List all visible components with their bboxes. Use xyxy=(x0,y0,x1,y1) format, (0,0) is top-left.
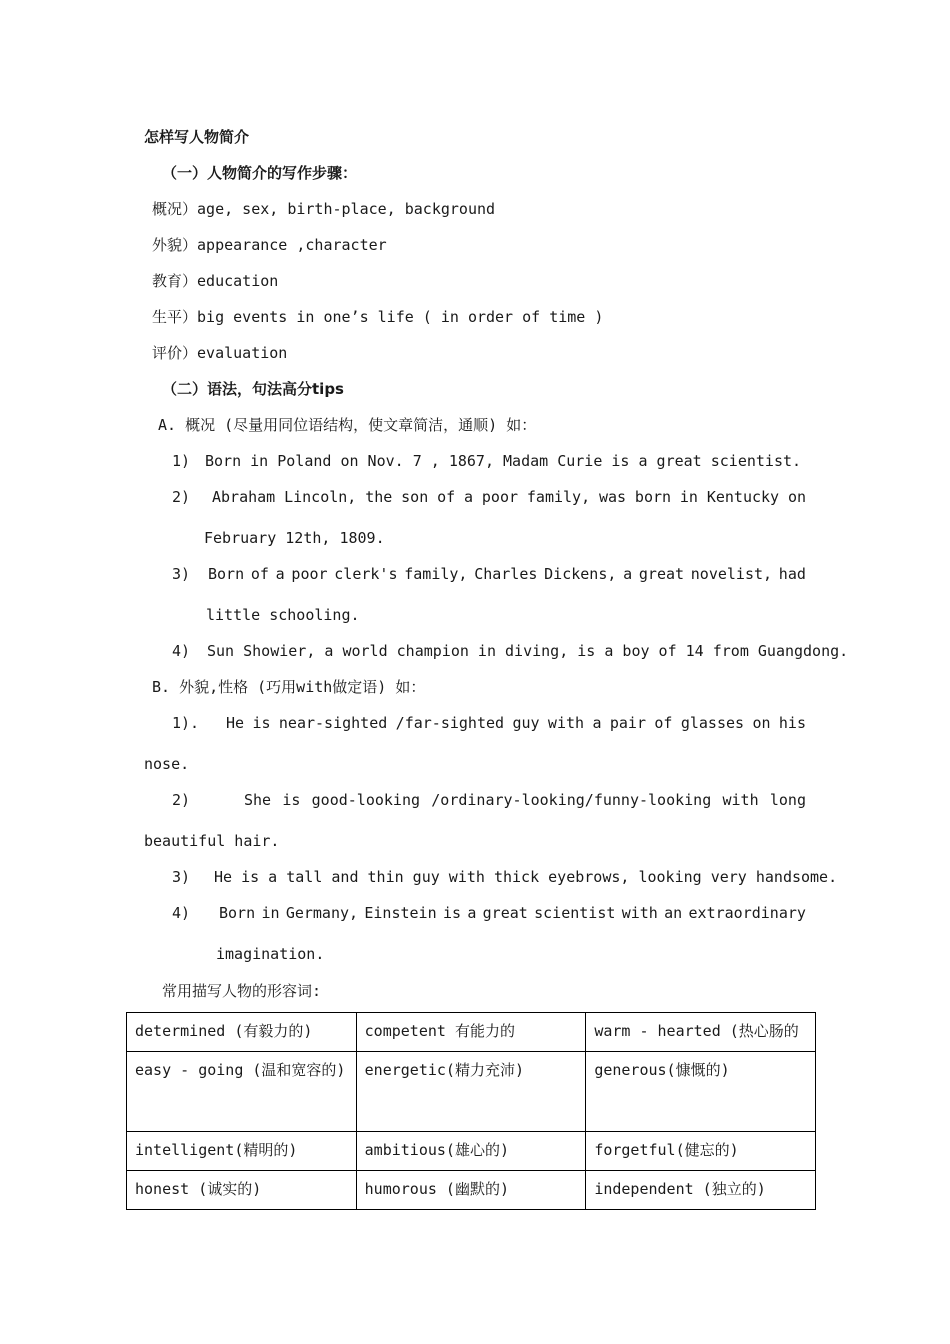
table-cell: intelligent(精明的) xyxy=(127,1132,357,1171)
step-text: evaluation xyxy=(197,344,288,362)
word: long xyxy=(769,791,806,809)
b-item-number: 1). xyxy=(172,714,200,732)
table-row xyxy=(127,1013,816,1052)
word: Abraham xyxy=(212,488,276,506)
b-item-text: He is a tall and thin guy with thick eyebrows, looking very handsome. xyxy=(214,868,838,886)
a-item-number: 2) xyxy=(172,488,191,506)
step-label: 教育） xyxy=(152,272,198,290)
a-item-number: 4) xyxy=(172,642,191,660)
word: is xyxy=(442,904,461,922)
adjectives-table xyxy=(126,1012,816,1210)
b-item-number: 3) xyxy=(172,868,191,886)
step-label: 生平） xyxy=(152,308,198,326)
word: extraordinary xyxy=(688,904,806,922)
step-label: 外貌） xyxy=(152,236,198,254)
word: pair xyxy=(609,714,646,732)
table-row xyxy=(127,1052,816,1132)
a-item-text: Sun Showier, a world champion in diving, is a boy of 14 from Guangdong. xyxy=(207,642,849,660)
b-item-text xyxy=(226,713,806,733)
section2-heading: （二）语法，句法高分tips xyxy=(162,380,344,398)
step-text: big events in one’s life ( in order of time ) xyxy=(197,308,604,326)
word: family, xyxy=(526,488,591,506)
a-item-number: 3) xyxy=(172,565,191,583)
word: Einstein xyxy=(364,904,437,922)
word: had xyxy=(778,565,806,583)
word: of xyxy=(654,714,673,732)
word: Dickens, xyxy=(544,565,617,583)
table-cell: competent 有能力的 xyxy=(356,1013,586,1052)
word: the xyxy=(365,488,393,506)
table-cell: energetic(精力充沛) xyxy=(356,1052,586,1132)
word: Germany, xyxy=(285,904,359,922)
word: Charles xyxy=(474,565,538,583)
word: son xyxy=(401,488,429,506)
table-row xyxy=(127,1132,816,1171)
table-cell: honest (诚实的) xyxy=(127,1171,357,1210)
word: poor xyxy=(291,565,328,583)
word: She xyxy=(244,791,272,809)
word: on xyxy=(752,714,771,732)
table-cell: independent (独立的) xyxy=(586,1171,816,1210)
word: in xyxy=(261,904,280,922)
step-label: 概况） xyxy=(152,200,198,218)
step-label: 评价） xyxy=(152,344,198,362)
table-cell-text: easy - going (温和宽容的) xyxy=(135,1061,346,1079)
step-life-events xyxy=(152,307,603,327)
a-item-text xyxy=(212,487,806,507)
table-cell: forgetful(健忘的) xyxy=(586,1132,816,1171)
adjectives-heading: 常用描写人物的形容词: xyxy=(162,982,322,1000)
word: scientist xyxy=(534,904,616,922)
word: his xyxy=(778,714,806,732)
word: of xyxy=(250,565,269,583)
a-item-text-cont: little schooling. xyxy=(206,606,360,624)
b-item-text-cont: imagination. xyxy=(216,945,325,963)
word: family, xyxy=(404,565,468,583)
word: of xyxy=(437,488,456,506)
b-item-number: 2) xyxy=(172,791,191,809)
word: with xyxy=(547,714,585,732)
table-cell: warm - hearted (热心肠的 xyxy=(586,1013,816,1052)
word: Kentucky xyxy=(706,488,780,506)
word: in xyxy=(679,488,698,506)
step-appearance xyxy=(152,235,387,255)
word: great xyxy=(638,565,685,583)
b-item-text xyxy=(244,790,806,810)
a-item-text xyxy=(208,564,806,584)
word: glasses xyxy=(680,714,745,732)
table-cell: generous(慷慨的) xyxy=(586,1052,816,1132)
b-item-text-cont: nose. xyxy=(144,755,190,773)
b-item-number: 4) xyxy=(172,904,191,922)
word: a xyxy=(592,714,602,732)
word: a xyxy=(467,904,477,922)
word: born xyxy=(634,488,672,506)
a-item-text: Born in Poland on Nov. 7 , 1867, Madam Curie is a great scientist. xyxy=(205,452,802,470)
word: Lincoln, xyxy=(284,488,357,506)
word: is xyxy=(282,791,301,809)
word: with xyxy=(621,904,658,922)
word: near-sighted xyxy=(278,714,388,732)
section1-heading: （一）人物简介的写作步骤： xyxy=(162,164,358,182)
step-text: education xyxy=(197,272,279,290)
a-item-text-cont: February 12th, 1809. xyxy=(204,529,385,547)
page-title: 怎样写人物简介 xyxy=(144,128,250,146)
word: Born xyxy=(219,904,256,922)
step-text: appearance ,character xyxy=(197,236,387,254)
b-item-text-cont: beautiful hair. xyxy=(144,832,280,850)
section-a-heading: A. 概况 (尽量用同位语结构，使文章简洁，通顺) 如： xyxy=(158,416,537,434)
section-b-heading: B. 外貌,性格 (巧用with做定语) 如： xyxy=(152,678,426,696)
word: on xyxy=(787,488,806,506)
word: novelist, xyxy=(690,565,773,583)
table-cell: humorous (幽默的) xyxy=(356,1171,586,1210)
word: poor xyxy=(481,488,519,506)
b-item-text xyxy=(219,903,806,923)
word: He xyxy=(226,714,245,732)
word: a xyxy=(275,565,285,583)
word: guy xyxy=(512,714,540,732)
table-cell xyxy=(127,1052,357,1132)
table-cell: ambitious(雄心的) xyxy=(356,1132,586,1171)
word: clerk's xyxy=(334,565,398,583)
word: /far-sighted xyxy=(395,714,505,732)
a-item-number: 1) xyxy=(172,452,191,470)
word: was xyxy=(598,488,627,506)
word: great xyxy=(482,904,528,922)
word: an xyxy=(664,904,683,922)
word: a xyxy=(464,488,474,506)
word: is xyxy=(252,714,271,732)
step-evaluation xyxy=(152,343,287,363)
word: Born xyxy=(208,565,245,583)
word: a xyxy=(623,565,633,583)
step-overview xyxy=(152,199,495,219)
table-row xyxy=(127,1171,816,1210)
word: good-looking xyxy=(311,791,421,809)
word: /ordinary-looking/funny-looking xyxy=(431,791,712,809)
table-cell: determined (有毅力的) xyxy=(127,1013,357,1052)
step-text: age, sex, birth-place, background xyxy=(197,200,496,218)
step-education xyxy=(152,271,278,291)
word: with xyxy=(722,791,759,809)
